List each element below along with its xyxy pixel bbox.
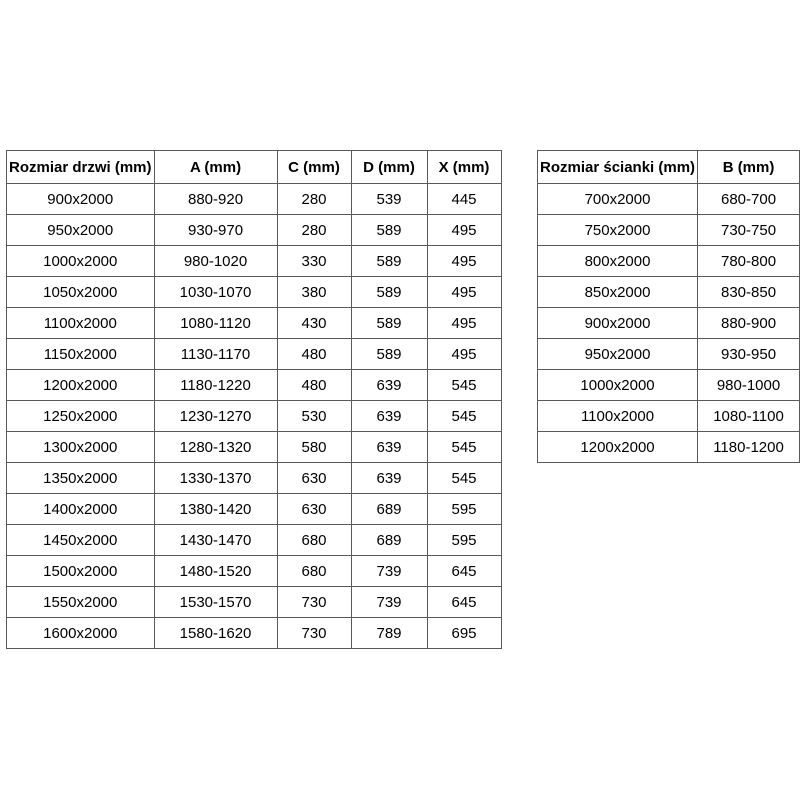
table-row [7,432,502,463]
table-cell: 930-950 [698,339,800,370]
wall-size-table [537,150,800,463]
table-cell: 1130-1170 [154,339,277,370]
table-row [538,401,800,432]
table-cell: 830-850 [698,277,800,308]
table-cell: 900x2000 [538,308,698,339]
table-row [7,184,502,215]
table-cell: 1180-1220 [154,370,277,401]
table-cell: 1330-1370 [154,463,277,494]
table-row [7,556,502,587]
table-cell: 1380-1420 [154,494,277,525]
table-cell: 595 [427,494,501,525]
table-cell: 495 [427,277,501,308]
table-row [7,308,502,339]
table-cell: 680 [277,556,351,587]
table-row [538,215,800,246]
table-cell: 680-700 [698,184,800,215]
table-cell: 1150x2000 [7,339,155,370]
table-cell: 580 [277,432,351,463]
table-cell: 589 [351,215,427,246]
table-row [7,525,502,556]
table-cell: 495 [427,215,501,246]
table-row [538,277,800,308]
table-cell: 1000x2000 [538,370,698,401]
table-cell: 330 [277,246,351,277]
table-cell: 750x2000 [538,215,698,246]
table-row [7,618,502,649]
table-cell: 1100x2000 [538,401,698,432]
table-row [7,277,502,308]
table-cell: 1080-1100 [698,401,800,432]
table-cell: 730 [277,587,351,618]
table-cell: 1500x2000 [7,556,155,587]
table-cell: 645 [427,587,501,618]
table-row [538,246,800,277]
table-cell: 630 [277,463,351,494]
table-cell: 589 [351,308,427,339]
table-row [7,401,502,432]
table-row [7,246,502,277]
header-cell: X (mm) [427,151,501,184]
table-cell: 530 [277,401,351,432]
table-cell: 1300x2000 [7,432,155,463]
table-cell: 1250x2000 [7,401,155,432]
table-cell: 1580-1620 [154,618,277,649]
table-cell: 589 [351,246,427,277]
table-cell: 639 [351,370,427,401]
table-cell: 1350x2000 [7,463,155,494]
table-row [7,370,502,401]
table-cell: 280 [277,215,351,246]
table-cell: 445 [427,184,501,215]
table-cell: 1180-1200 [698,432,800,463]
table-row [538,308,800,339]
table-cell: 1230-1270 [154,401,277,432]
table-cell: 639 [351,463,427,494]
table-cell: 1480-1520 [154,556,277,587]
table-cell: 695 [427,618,501,649]
table-cell: 950x2000 [538,339,698,370]
table-cell: 545 [427,370,501,401]
table-cell: 1400x2000 [7,494,155,525]
table-cell: 430 [277,308,351,339]
table-cell: 739 [351,556,427,587]
table-cell: 1600x2000 [7,618,155,649]
table-cell: 630 [277,494,351,525]
table-row [7,494,502,525]
table-cell: 589 [351,339,427,370]
table-cell: 780-800 [698,246,800,277]
table-cell: 645 [427,556,501,587]
header-row [7,151,502,184]
table-cell: 495 [427,339,501,370]
table-cell: 950x2000 [7,215,155,246]
table-cell: 1100x2000 [7,308,155,339]
header-cell: Rozmiar ścianki (mm) [538,151,698,184]
table-row [538,339,800,370]
table-cell: 495 [427,308,501,339]
table-cell: 980-1000 [698,370,800,401]
table-cell: 539 [351,184,427,215]
table-cell: 1030-1070 [154,277,277,308]
header-cell: Rozmiar drzwi (mm) [7,151,155,184]
table-cell: 280 [277,184,351,215]
table-row [7,463,502,494]
table-cell: 689 [351,525,427,556]
table-cell: 380 [277,277,351,308]
wall-table [537,150,800,463]
table-cell: 595 [427,525,501,556]
table-cell: 850x2000 [538,277,698,308]
table-cell: 980-1020 [154,246,277,277]
table-cell: 900x2000 [7,184,155,215]
table-cell: 730 [277,618,351,649]
table-cell: 930-970 [154,215,277,246]
header-cell: C (mm) [277,151,351,184]
table-cell: 880-900 [698,308,800,339]
table-cell: 545 [427,432,501,463]
table-row [7,587,502,618]
table-cell: 1530-1570 [154,587,277,618]
table-cell: 689 [351,494,427,525]
header-cell: A (mm) [154,151,277,184]
table-cell: 495 [427,246,501,277]
table-cell: 1450x2000 [7,525,155,556]
door-size-table [6,150,502,649]
table-cell: 1200x2000 [538,432,698,463]
table-row [7,339,502,370]
table-cell: 545 [427,401,501,432]
table-cell: 1080-1120 [154,308,277,339]
table-cell: 480 [277,370,351,401]
header-row [538,151,800,184]
table-row [538,432,800,463]
door-table [6,150,502,649]
table-cell: 800x2000 [538,246,698,277]
header-cell: D (mm) [351,151,427,184]
table-cell: 680 [277,525,351,556]
table-cell: 480 [277,339,351,370]
table-cell: 545 [427,463,501,494]
table-cell: 700x2000 [538,184,698,215]
table-cell: 1050x2000 [7,277,155,308]
table-cell: 639 [351,401,427,432]
table-cell: 1200x2000 [7,370,155,401]
table-cell: 1550x2000 [7,587,155,618]
table-cell: 1000x2000 [7,246,155,277]
table-cell: 880-920 [154,184,277,215]
table-cell: 789 [351,618,427,649]
table-cell: 1430-1470 [154,525,277,556]
table-cell: 639 [351,432,427,463]
header-cell: B (mm) [698,151,800,184]
table-cell: 730-750 [698,215,800,246]
table-row [538,370,800,401]
table-cell: 589 [351,277,427,308]
table-row [538,184,800,215]
table-cell: 1280-1320 [154,432,277,463]
table-cell: 739 [351,587,427,618]
table-row [7,215,502,246]
